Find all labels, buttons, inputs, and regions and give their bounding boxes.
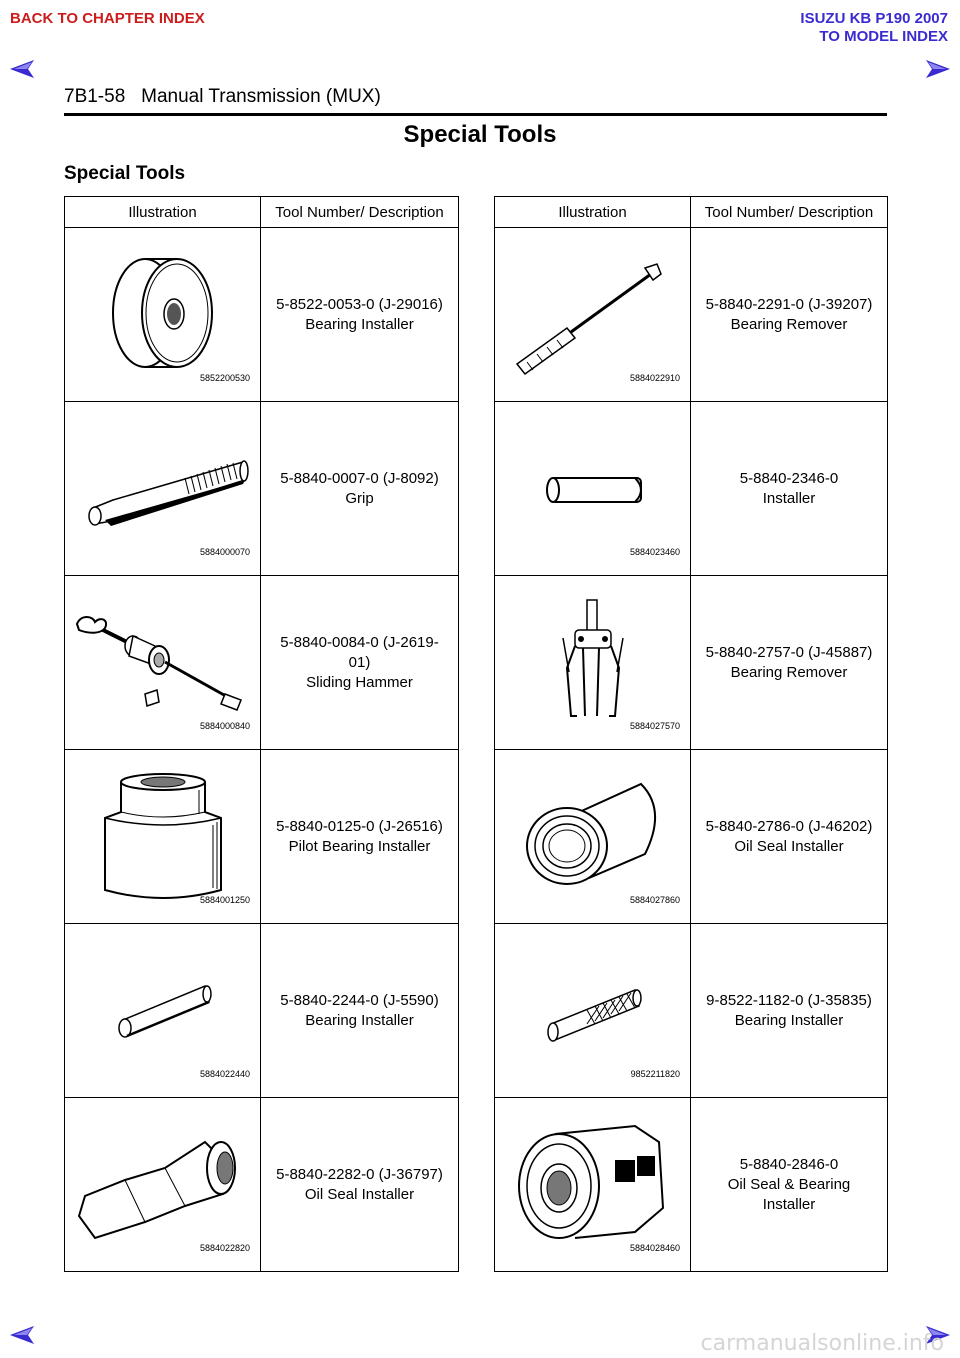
- tool-name-cont: Installer: [762, 1195, 816, 1213]
- chapter-name: Manual Transmission (MUX): [141, 86, 381, 107]
- tool-name: Bearing Installer: [305, 1011, 414, 1029]
- image-code: 5884001250: [199, 895, 250, 905]
- image-code: 5884022440: [199, 1069, 250, 1079]
- tool-description: [691, 576, 888, 750]
- tool-name: Oil Seal Installer: [304, 1185, 415, 1203]
- tool-name: Oil Seal Installer: [734, 837, 844, 855]
- model-name[interactable]: ISUZU KB P190 2007: [800, 10, 948, 27]
- tool-description: [691, 924, 888, 1098]
- image-code: 5884022820: [199, 1243, 250, 1253]
- image-code: 5884000840: [199, 721, 250, 731]
- tool-description: [691, 1098, 888, 1272]
- tool-number-cont: 01): [348, 653, 371, 671]
- tool-name: Sliding Hammer: [306, 673, 413, 691]
- tool-description: [261, 576, 459, 750]
- next-page-arrow-icon[interactable]: [924, 60, 950, 78]
- tool-illustration: [65, 402, 261, 576]
- illustration-header: Illustration: [495, 197, 691, 228]
- tool-illustration: [495, 576, 691, 750]
- table-row: [65, 402, 459, 576]
- tool-number: 5-8840-0084-0 (J-2619-: [280, 633, 439, 651]
- table-row: [495, 750, 888, 924]
- tool-illustration: [65, 228, 261, 402]
- tool-illustration: [495, 228, 691, 402]
- tool-number: 5-8840-2291-0 (J-39207): [705, 295, 873, 313]
- image-code: 5884028460: [629, 1243, 680, 1253]
- footer-watermark: carmanualsonline.info: [700, 1331, 944, 1356]
- table-row: [65, 750, 459, 924]
- image-code: 9852211820: [630, 1069, 680, 1079]
- to-model-index-link[interactable]: TO MODEL INDEX: [819, 28, 948, 45]
- table-row: [495, 228, 888, 402]
- tool-illustration: [495, 750, 691, 924]
- tool-name: Bearing Installer: [734, 1011, 844, 1029]
- tool-description-header: Tool Number/ Description: [691, 197, 888, 228]
- table-row: [65, 924, 459, 1098]
- tool-name: Bearing Installer: [305, 315, 414, 333]
- model-title[interactable]: [800, 10, 948, 46]
- tool-number: 9-8522-1182-0 (J-35835): [706, 991, 872, 1009]
- table-row: [495, 576, 888, 750]
- tool-description-header: Tool Number/ Description: [261, 197, 459, 228]
- tool-number: 5-8840-2786-0 (J-46202): [705, 817, 873, 835]
- tool-illustration: [495, 1098, 691, 1272]
- tool-description: [261, 228, 459, 402]
- tool-number: 5-8840-2757-0 (J-45887): [705, 643, 873, 661]
- illustration-header: Illustration: [65, 197, 261, 228]
- tool-description: [261, 750, 459, 924]
- tools-table-right: [494, 196, 888, 1272]
- tool-name: Grip: [345, 489, 374, 507]
- tool-number: 5-8840-0125-0 (J-26516): [276, 817, 443, 835]
- tool-number: 5-8840-2244-0 (J-5590): [280, 991, 439, 1009]
- image-code: 5884027570: [629, 721, 680, 731]
- table-row: [495, 402, 888, 576]
- tool-name: Pilot Bearing Installer: [288, 837, 431, 855]
- section-title: Special Tools: [64, 163, 186, 184]
- tool-number: 5-8522-0053-0 (J-29016): [276, 295, 443, 313]
- tool-number: 5-8840-0007-0 (J-8092): [280, 469, 439, 487]
- tool-illustration: [65, 576, 261, 750]
- tool-description: [261, 924, 459, 1098]
- table-header-row: [495, 197, 888, 228]
- table-row: [65, 228, 459, 402]
- image-code: 5852200530: [199, 373, 250, 383]
- table-row: [65, 576, 459, 750]
- page-title: Special Tools: [403, 121, 557, 148]
- header-rule: [64, 113, 887, 116]
- tool-illustration: [495, 402, 691, 576]
- tool-name: Installer: [762, 489, 816, 507]
- tool-number: 5-8840-2282-0 (J-36797): [276, 1165, 443, 1183]
- image-code: 5884000070: [199, 547, 250, 557]
- tool-name: Bearing Remover: [730, 315, 848, 333]
- tool-number: 5-8840-2846-0: [739, 1155, 839, 1173]
- tool-illustration: [65, 750, 261, 924]
- prev-page-bottom-arrow-icon[interactable]: [10, 1326, 36, 1344]
- tool-description: [261, 402, 459, 576]
- image-code: 5884022910: [629, 373, 680, 383]
- table-row: [495, 924, 888, 1098]
- tool-name: Bearing Remover: [730, 663, 848, 681]
- tool-illustration: [495, 924, 691, 1098]
- table-row: [65, 1098, 459, 1272]
- back-to-chapter-index-link[interactable]: BACK TO CHAPTER INDEX: [10, 10, 205, 27]
- image-code: 5884023460: [629, 547, 680, 557]
- tool-description: [691, 228, 888, 402]
- tool-illustration: [65, 924, 261, 1098]
- tool-number: 5-8840-2346-0: [739, 469, 839, 487]
- tool-description: [691, 750, 888, 924]
- image-code: 5884027860: [629, 895, 680, 905]
- tools-table-left: [64, 196, 459, 1272]
- tool-description: [691, 402, 888, 576]
- page-header: [64, 86, 381, 108]
- tool-illustration: [65, 1098, 261, 1272]
- table-row: [495, 1098, 888, 1272]
- page-ref: 7B1-58: [64, 86, 126, 107]
- prev-page-arrow-icon[interactable]: [10, 60, 36, 78]
- tool-description: [261, 1098, 459, 1272]
- table-header-row: [65, 197, 459, 228]
- tool-name: Oil Seal & Bearing: [727, 1175, 851, 1193]
